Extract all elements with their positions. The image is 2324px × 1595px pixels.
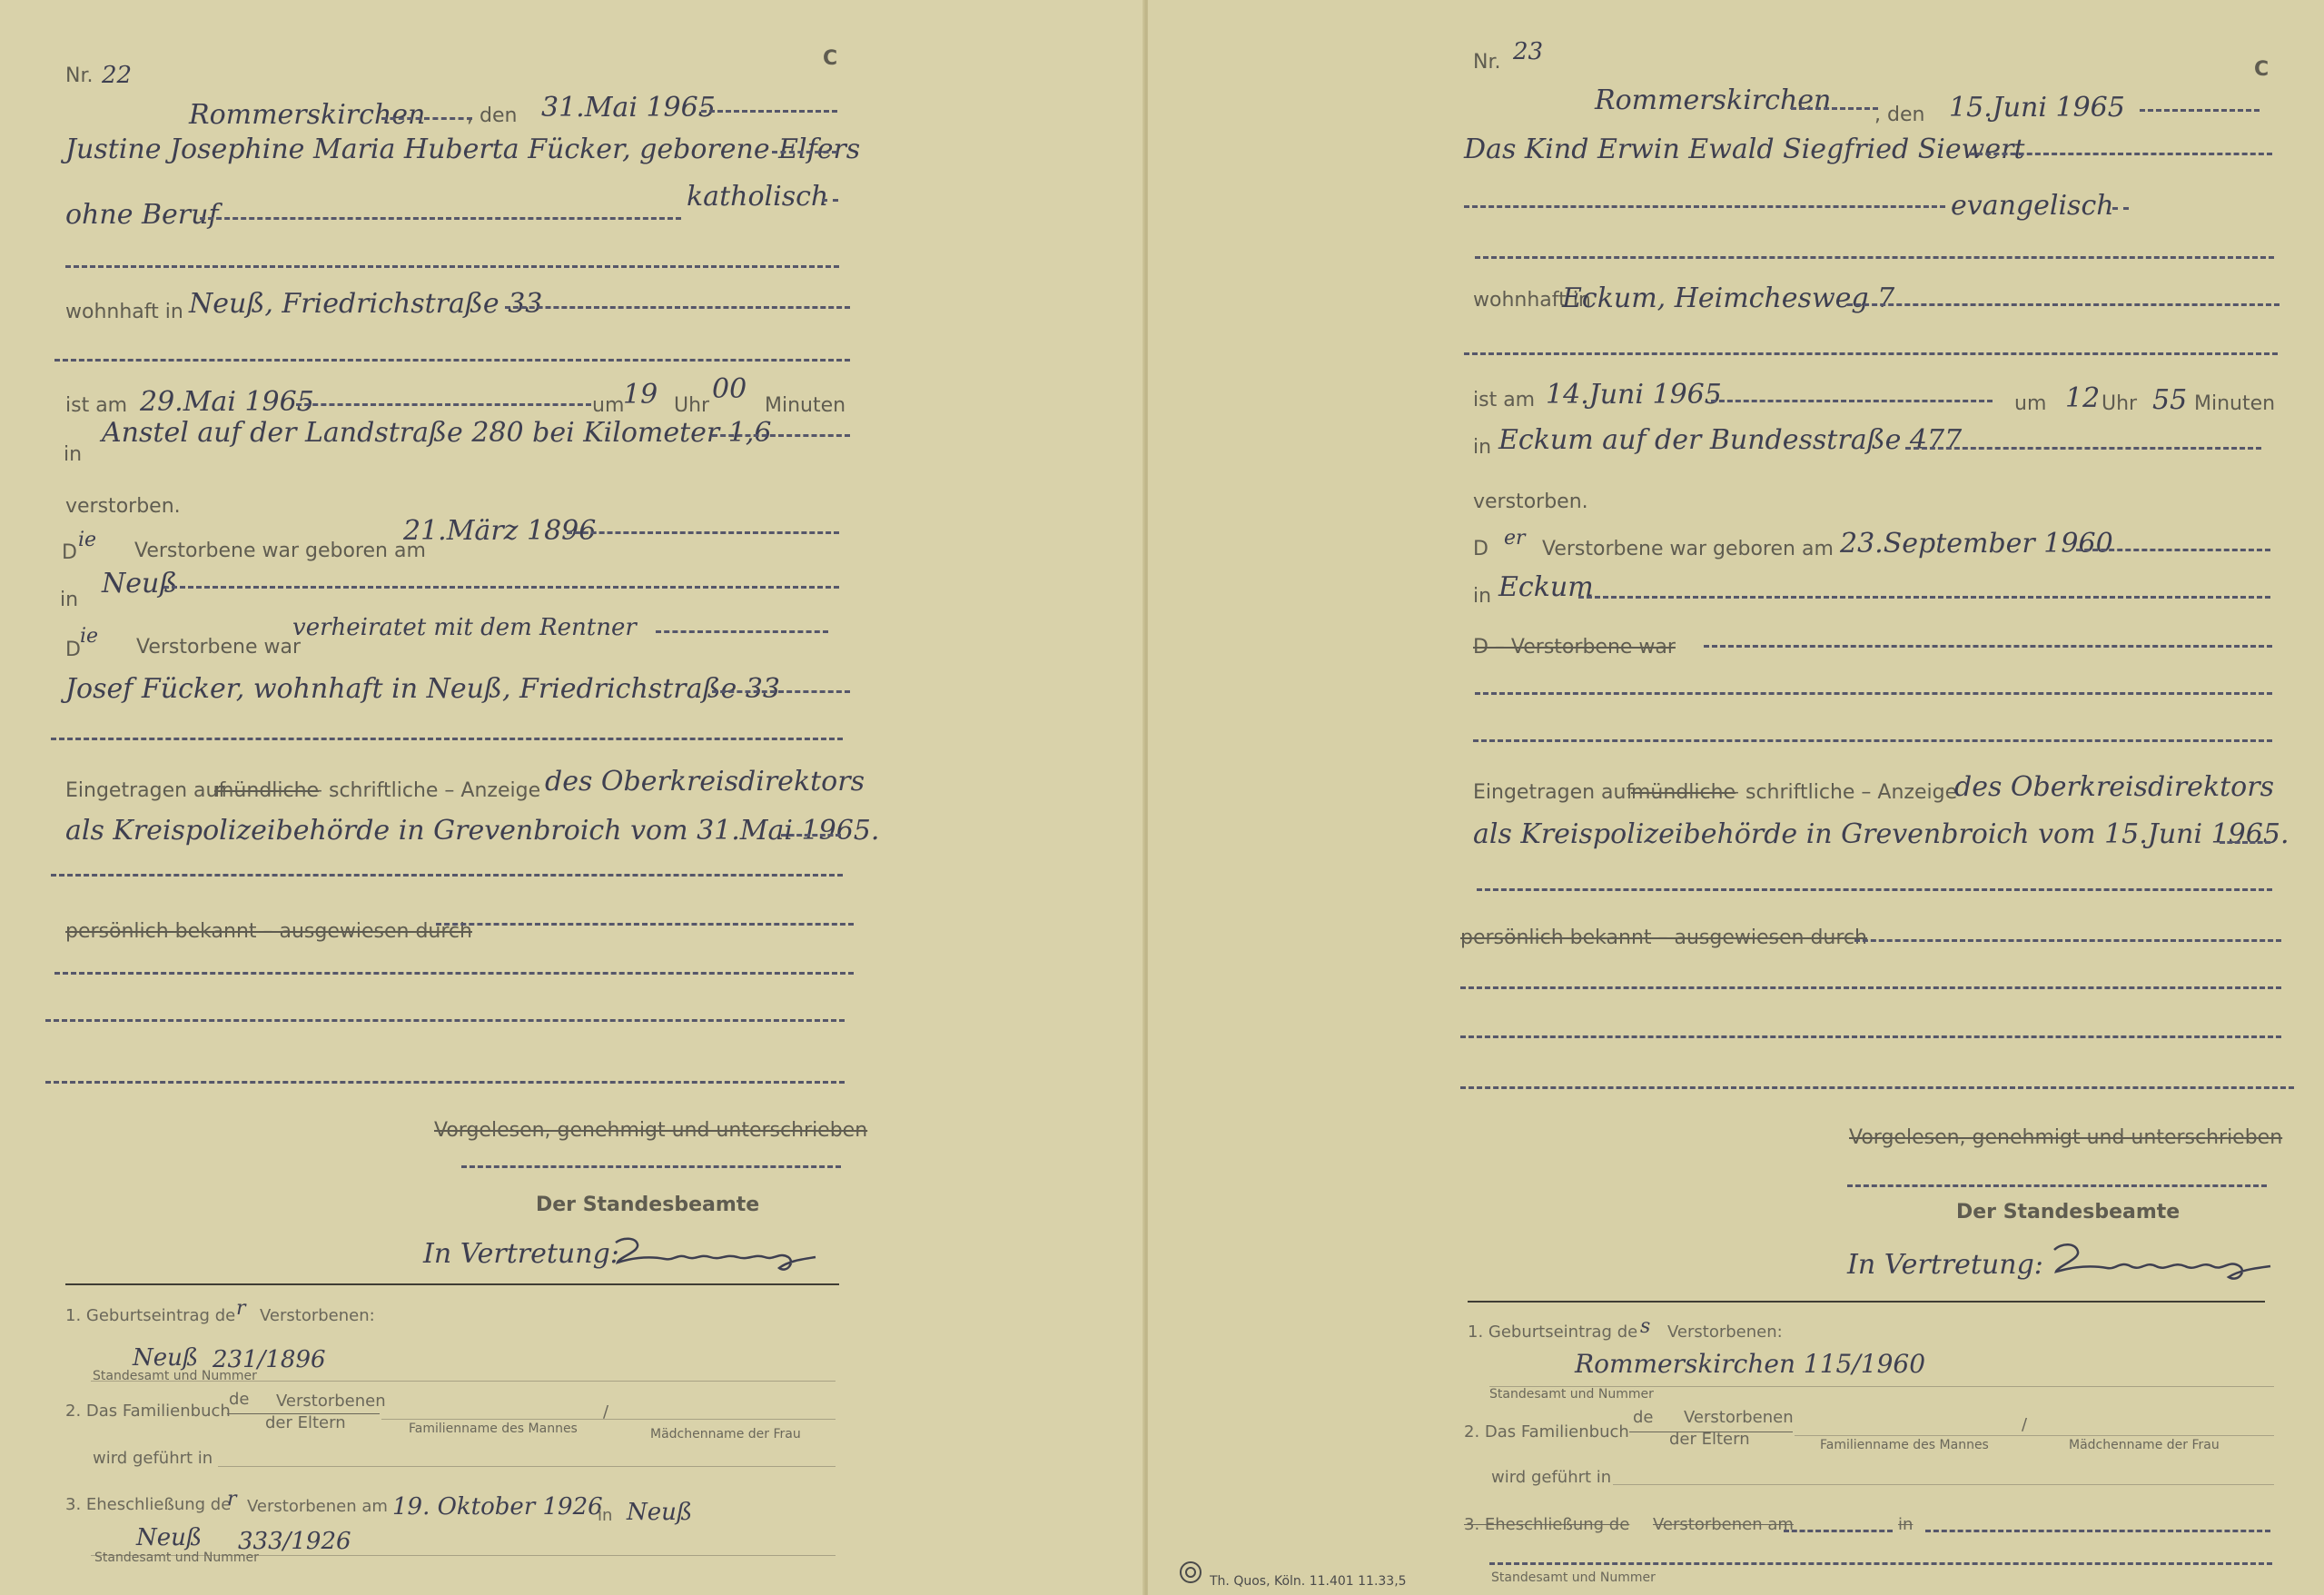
dash-line [712, 690, 850, 693]
n1-gender: r [236, 1297, 246, 1320]
place: Rommerskirchen [189, 99, 426, 131]
dash-line [656, 630, 828, 633]
field-line [218, 1466, 836, 1467]
left-page [0, 0, 1146, 1595]
um-label: um [592, 394, 625, 417]
dash-line [701, 110, 837, 113]
death-minute: 55 [2152, 384, 2188, 416]
dash-line [1847, 303, 2279, 306]
occupation: ohne Beruf [65, 199, 219, 231]
bekannt-struck: persönlich bekannt – ausgewiesen durch [1460, 926, 1867, 949]
minuten-label: Minuten [765, 394, 846, 417]
familienname-label: Familienname des Mannes [1820, 1438, 1989, 1452]
n3-mid: Verstorbenen am [247, 1497, 388, 1516]
den-label: , den [467, 104, 518, 127]
vertretung-label: In Vertretung: [423, 1238, 619, 1270]
dash-line [1477, 888, 2272, 891]
dash-line [1475, 256, 2274, 259]
in-label: in [1473, 436, 1492, 459]
eingetragen-label: Eingetragen auf [65, 779, 226, 802]
de-label: de [229, 1390, 250, 1409]
der-eltern-label: der Eltern [265, 1413, 346, 1432]
dash-line [296, 403, 591, 406]
birth-place: Neuß [102, 568, 178, 599]
familienname-label: Familienname des Mannes [409, 1422, 578, 1436]
death-date: 14.Juni 1965 [1546, 379, 1722, 411]
reported-by: des Oberkreisdirektors [1954, 771, 2274, 803]
standesbeamte-title: Der Standesbeamte [1956, 1201, 2181, 1223]
vorgelesen-struck: Vorgelesen, genehmigt und unterschrieben [434, 1119, 868, 1142]
dash-line [1854, 939, 2281, 942]
dash-line [2140, 109, 2260, 112]
marriage-place: Neuß [627, 1499, 693, 1526]
section-divider [65, 1283, 839, 1285]
n1-label: 1. Geburtseintrag de [1468, 1323, 1638, 1342]
in-label-2: in [1473, 585, 1492, 608]
standesamt-label: Standesamt und Nummer [1489, 1387, 1654, 1402]
printer-imprint: Th. Quos, Köln. 11.401 11.33,5 [1210, 1574, 1407, 1589]
place: Rommerskirchen [1595, 84, 1832, 116]
vertretung-label: In Vertretung: [1847, 1249, 2043, 1281]
n2-label: 2. Das Familienbuch [1464, 1422, 1629, 1441]
dash-line [461, 1165, 841, 1168]
dash-line [781, 834, 841, 837]
death-date: 29.Mai 1965 [140, 386, 314, 418]
n1-place: Neuß [133, 1344, 199, 1372]
schriftliche-label: – schriftliche – Anzeige [1729, 781, 1958, 804]
gender-suffix: ie [78, 529, 97, 551]
um-label: um [2014, 392, 2047, 415]
dash-line [822, 199, 838, 202]
wohnhaft-label: wohnhaft in [1473, 289, 1591, 312]
reported-by-line2: als Kreispolizeibehörde in Grevenbroich vom 31.Mai 1965. [65, 815, 880, 847]
dash-line [381, 117, 472, 120]
slash: / [603, 1402, 609, 1422]
born-label: Verstorbene war geboren am [134, 540, 426, 562]
n2-label: 2. Das Familienbuch [65, 1402, 231, 1421]
d-label-2: D [65, 639, 81, 661]
dash-line [163, 586, 839, 589]
verstorbenen-label: Verstorbenen [276, 1392, 386, 1411]
war-label-struck: D – Verstorbene war [1473, 636, 1676, 659]
verstorbenen-label: Verstorbenen [1684, 1408, 1794, 1427]
vorgelesen-struck: Vorgelesen, genehmigt und unterschrieben [1849, 1126, 2283, 1149]
dash-line [45, 1019, 845, 1022]
official-signature [2047, 1241, 2283, 1290]
dash-line [51, 874, 843, 877]
n3-registry-number: 333/1926 [238, 1528, 351, 1555]
residence: Eckum, Heimchesweg 7 [1562, 282, 1895, 314]
standesamt-label: Standesamt und Nummer [93, 1369, 257, 1383]
printer-logo-icon [1179, 1560, 1202, 1584]
nr-label: Nr. [65, 64, 94, 87]
in-label-2: in [60, 589, 79, 611]
field-line [1795, 1435, 2274, 1436]
muendliche-struck: mündliche [1631, 781, 1736, 804]
death-place: Anstel auf der Landstraße 280 bei Kilometer 1,6 [102, 417, 772, 449]
verstorben-label: verstorben. [65, 495, 181, 518]
n3-in-struck: in [1898, 1515, 1914, 1534]
n3-registry-place: Neuß [136, 1524, 203, 1551]
n1-tail: Verstorbenen: [260, 1306, 375, 1325]
standesbeamte-title: Der Standesbeamte [536, 1194, 760, 1216]
nr-label: Nr. [1473, 51, 1501, 74]
section-divider [1468, 1301, 2265, 1303]
muendliche-struck: mündliche [214, 779, 320, 802]
n3-label-struck: 3. Eheschließung de [1464, 1515, 1630, 1534]
religion: evangelisch [1951, 190, 2114, 222]
d-label: D [62, 541, 77, 564]
n1-label: 1. Geburtseintrag de [65, 1306, 236, 1325]
record-date: 15.Juni 1965 [1949, 92, 2125, 124]
in-label: in [64, 443, 83, 466]
dash-line [1847, 1184, 2267, 1187]
death-hour: 19 [623, 379, 658, 411]
wohnhaft-label: wohnhaft in [65, 301, 183, 323]
dash-line [1704, 645, 2272, 648]
dash-line [51, 738, 843, 740]
dash-line [45, 1081, 845, 1084]
ist-am-label: ist am [1473, 389, 1536, 411]
slash: / [2022, 1415, 2028, 1434]
minuten-label: Minuten [2194, 392, 2276, 415]
n1-registry: Rommerskirchen 115/1960 [1575, 1349, 1926, 1379]
death-hour: 12 [2065, 382, 2101, 414]
religion: katholisch [687, 181, 829, 213]
n1-gender: s [1640, 1315, 1651, 1338]
dash-line [54, 359, 850, 362]
dash-line [2076, 549, 2270, 551]
standesamt-label-2: Standesamt und Nummer [94, 1550, 259, 1565]
birth-date: 23.September 1960 [1840, 528, 2113, 560]
corner-letter: C [823, 47, 838, 70]
entry-number: 23 [1513, 38, 1544, 65]
n3-mid-struck: Verstorbenen am [1653, 1515, 1794, 1534]
dash-line [1473, 739, 2272, 742]
dash-line [1784, 1530, 1893, 1532]
deceased-name: Justine Josephine Maria Huberta Fücker, geborene Elfers [65, 134, 861, 165]
field-line [1613, 1484, 2274, 1485]
dash-line [1905, 447, 2261, 450]
reported-by-line2: als Kreispolizeibehörde in Grevenbroich vom 15.Juni 1965. [1473, 818, 2289, 850]
dash-line [1791, 107, 1878, 110]
dash-line [1464, 352, 2278, 355]
dash-line [1925, 1530, 2270, 1532]
n3-label: 3. Eheschließung de [65, 1495, 232, 1514]
der-eltern-label: der Eltern [1669, 1430, 1750, 1449]
spouse: Josef Fücker, wohnhaft in Neuß, Friedrichstraße 33 [65, 673, 780, 705]
eingetragen-label: Eingetragen auf [1473, 781, 1634, 804]
dash-line [567, 531, 839, 534]
war-label: Verstorbene war [136, 636, 302, 659]
dash-line [200, 217, 681, 220]
deceased-name: Das Kind Erwin Ewald Siegfried Siewert [1464, 134, 2025, 165]
dash-line [2112, 207, 2129, 210]
gender-suffix: er [1504, 527, 1526, 550]
entry-number: 22 [102, 62, 133, 89]
maedchenname-label: Mädchenname der Frau [2069, 1438, 2220, 1452]
dash-line [1460, 986, 2281, 989]
death-minute: 00 [712, 373, 747, 405]
birth-place: Eckum [1498, 571, 1594, 603]
marital-status: verheiratet mit dem Rentner [292, 614, 637, 641]
den-label: , den [1874, 104, 1925, 126]
dash-line [1969, 153, 2272, 155]
born-label: Verstorbene war geboren am [1542, 538, 1834, 560]
dash-line [772, 151, 837, 154]
bekannt-struck: persönlich bekannt – ausgewiesen durch [65, 920, 472, 943]
uhr-label: Uhr [2101, 392, 2138, 415]
n3-gender: r [227, 1488, 237, 1511]
uhr-label: Uhr [674, 394, 710, 417]
dash-line [1460, 1035, 2281, 1038]
corner-letter: C [2254, 58, 2270, 81]
dash-line [1475, 692, 2272, 695]
death-place: Eckum auf der Bundesstraße 477 [1498, 424, 1963, 456]
maedchenname-label: Mädchenname der Frau [650, 1427, 801, 1441]
de-label: de [1633, 1408, 1654, 1427]
n3-in-label: in [598, 1506, 613, 1525]
marriage-date: 19. Oktober 1926 [392, 1493, 603, 1521]
reported-by: des Oberkreisdirektors [545, 766, 865, 798]
birth-date: 21.März 1896 [403, 515, 597, 547]
dash-line [1711, 400, 1993, 402]
dash-line [436, 923, 854, 926]
dash-line [712, 434, 850, 437]
standesamt-label-2: Standesamt und Nummer [1491, 1570, 1656, 1585]
dash-line [1460, 1086, 2294, 1089]
residence: Neuß, Friedrichstraße 33 [189, 288, 543, 320]
dash-line [54, 972, 854, 975]
dash-line [1578, 596, 2270, 599]
ist-am-label: ist am [65, 394, 128, 417]
gender-suffix-2: ie [80, 625, 99, 648]
d-label: D [1473, 538, 1488, 560]
dash-line [1489, 1562, 2272, 1565]
official-signature [610, 1235, 828, 1281]
record-date: 31.Mai 1965 [541, 92, 716, 124]
dash-line [505, 306, 850, 309]
dash-line [2220, 841, 2270, 844]
n1-tail: Verstorbenen: [1667, 1323, 1783, 1342]
verstorben-label: verstorben. [1473, 490, 1588, 513]
dash-line [1464, 205, 1945, 208]
right-page [1148, 0, 2324, 1595]
schriftliche-label: – schriftliche – Anzeige [312, 779, 541, 802]
n1-number: 231/1896 [213, 1346, 326, 1373]
gefuehrt-label: wird geführt in [93, 1449, 213, 1468]
gefuehrt-label: wird geführt in [1491, 1468, 1612, 1487]
dash-line [65, 265, 839, 268]
